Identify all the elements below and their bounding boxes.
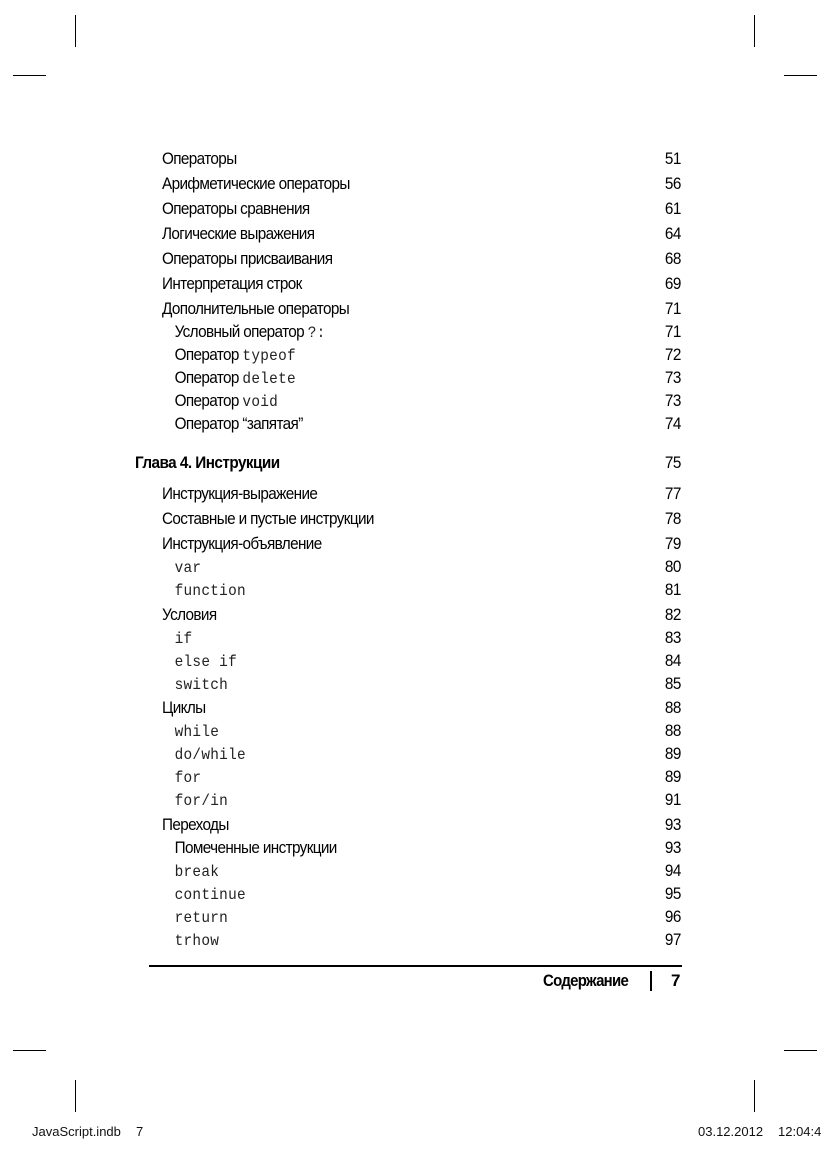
toc-page-number: 69 [664, 274, 681, 293]
toc-entry-title [175, 627, 193, 650]
slug-time: 12:04:4 [778, 1124, 822, 1139]
toc-entry-text: Инструкция-объявление [162, 534, 322, 553]
toc-page-number: 96 [664, 907, 681, 926]
toc-entry-title [175, 673, 228, 696]
page-number: 7 [671, 971, 681, 990]
toc-entry-text: Дополнительные операторы [162, 299, 350, 318]
toc-entry-title [175, 883, 246, 906]
toc-page-number: 97 [664, 930, 681, 949]
toc-entry-title [175, 929, 220, 952]
toc-entry-title [162, 173, 350, 195]
toc-entry-title [175, 579, 246, 602]
toc-entry [0, 413, 748, 435]
toc-entry [0, 148, 748, 170]
toc-entry [0, 508, 748, 530]
toc-page-number: 78 [664, 509, 681, 528]
toc-page-number: 71 [664, 322, 681, 341]
running-footer-label: Содержание [543, 971, 629, 990]
toc-page-number: 81 [664, 580, 681, 599]
toc-entry-text: Арифметические операторы [162, 174, 350, 193]
toc-entry-code: trhow [174, 932, 220, 950]
toc-entry-title [162, 148, 237, 170]
toc-entry-text: Составные и пустые инструкции [162, 509, 374, 528]
toc-entry [0, 273, 748, 295]
toc-entry-code: delete [242, 370, 296, 388]
toc-entry-text: Инструкция-выражение [162, 484, 318, 503]
toc-entry-code: void [242, 393, 279, 411]
footer-rule [149, 965, 682, 967]
toc-entry-code: function [174, 582, 246, 600]
toc-page-number: 79 [664, 534, 681, 553]
toc-page-number: 68 [664, 249, 681, 268]
footer-separator [650, 971, 652, 991]
toc-entry-title [175, 860, 220, 883]
toc-entry-text: Условия [162, 605, 217, 624]
toc-entry-title [175, 720, 220, 743]
toc-page-number: 56 [664, 174, 681, 193]
slug-file: JavaScript.indb [32, 1124, 121, 1139]
toc-page-number: 73 [664, 391, 681, 410]
toc-page-number: 72 [664, 345, 681, 364]
toc-entry [0, 533, 748, 555]
toc-page-number: 83 [664, 628, 681, 647]
toc-entry [0, 673, 748, 695]
toc-entry-title [162, 697, 206, 719]
toc-entry-text: Оператор “запятая” [174, 414, 303, 433]
toc-page-number: 89 [664, 767, 681, 786]
toc-entry-text: Оператор [174, 391, 243, 410]
toc-entry [0, 650, 748, 672]
toc-entry-code: ?: [307, 324, 326, 342]
toc-entry-code: var [174, 559, 202, 577]
toc-entry-title [175, 743, 246, 766]
toc-entry-code: for [174, 769, 202, 787]
toc-entry-code: break [174, 863, 220, 881]
toc-entry-title [162, 223, 314, 245]
toc-page-number: 89 [664, 744, 681, 763]
toc-entry-title [175, 413, 303, 435]
toc-page-number: 93 [664, 838, 681, 857]
toc-entry-text: Помеченные инструкции [174, 838, 337, 857]
toc-entry-text: Оператор [174, 368, 243, 387]
toc-entry-title [162, 483, 317, 505]
toc-page-number: 75 [664, 453, 681, 472]
toc-entry [0, 627, 748, 649]
toc-entry-code: switch [174, 676, 229, 694]
toc-entry [0, 223, 748, 245]
toc-entry-title [175, 837, 337, 859]
toc-entry-text: Условный оператор [174, 322, 308, 341]
toc-entry-text: Интерпретация строк [162, 274, 302, 293]
toc-entry [0, 579, 748, 601]
toc-entry-title [162, 508, 374, 530]
toc-entry-text: Оператор [174, 345, 243, 364]
toc-page-number: 73 [664, 368, 681, 387]
toc-entry-title [175, 556, 202, 579]
toc-page-number: 82 [664, 605, 681, 624]
toc-page-number: 84 [664, 651, 681, 670]
toc-entry [0, 883, 748, 905]
toc-entry [0, 720, 748, 742]
toc-entry [0, 789, 748, 811]
toc-entry-title [162, 198, 310, 220]
toc-page-number: 85 [664, 674, 681, 693]
slug-date: 03.12.2012 [698, 1124, 764, 1139]
chapter-heading [0, 452, 748, 474]
toc-page-number: 94 [664, 861, 681, 880]
toc-entry-code: else if [174, 653, 237, 671]
toc-entry-text: Операторы сравнения [162, 199, 310, 218]
toc-page-number: 95 [664, 884, 681, 903]
toc-entry [0, 248, 748, 270]
toc-page-number: 88 [664, 698, 681, 717]
toc-entry-text: Глава 4. Инструкции [135, 453, 280, 472]
toc-entry [0, 483, 748, 505]
toc-entry [0, 556, 748, 578]
toc-entry-title [135, 452, 280, 474]
toc-entry [0, 367, 748, 389]
toc-page-number: 64 [664, 224, 681, 243]
toc-entry [0, 837, 748, 859]
toc-entry [0, 860, 748, 882]
toc-entry-text: Операторы [162, 149, 237, 168]
toc-entry-title [162, 248, 332, 270]
toc-entry [0, 697, 748, 719]
toc-entry-title [162, 298, 349, 320]
toc-entry-title [175, 367, 296, 390]
toc-entry-title [162, 533, 322, 555]
toc-entry [0, 390, 748, 412]
toc-entry [0, 906, 748, 928]
toc-page-number: 77 [664, 484, 681, 503]
toc-entry-code: do/while [174, 746, 246, 764]
toc-entry-code: continue [174, 886, 246, 904]
toc-entry-text: Переходы [162, 815, 229, 834]
toc-entry-text: Операторы присваивания [162, 249, 333, 268]
toc-page-number: 74 [664, 414, 681, 433]
toc-entry-text: Циклы [162, 698, 206, 717]
toc-page-number: 91 [664, 790, 681, 809]
toc-entry-code: for/in [174, 792, 229, 810]
toc-entry [0, 766, 748, 788]
toc-entry-title [175, 766, 202, 789]
toc-page-number: 71 [664, 299, 681, 318]
toc-entry [0, 198, 748, 220]
toc-entry-title [175, 390, 278, 413]
toc-entry [0, 298, 748, 320]
toc-entry [0, 604, 748, 626]
toc-page-number: 88 [664, 721, 681, 740]
toc-entry-title [175, 321, 326, 344]
toc-entry [0, 929, 748, 951]
toc-entry-code: while [174, 723, 220, 741]
toc-entry-title [175, 906, 228, 929]
toc-entry [0, 344, 748, 366]
toc-page-number: 51 [664, 149, 681, 168]
toc-entry-title [175, 650, 237, 673]
toc-entry [0, 321, 748, 343]
toc-entry-title [162, 604, 217, 626]
toc-entry-code: typeof [242, 347, 296, 365]
toc-page-number: 61 [664, 199, 681, 218]
toc-entry-title [162, 273, 302, 295]
toc-entry-title [162, 814, 229, 836]
toc-entry [0, 743, 748, 765]
toc-entry [0, 173, 748, 195]
slug-file-page: 7 [136, 1124, 144, 1139]
toc-entry [0, 814, 748, 836]
toc-entry-title [175, 344, 296, 367]
toc-page-number: 93 [664, 815, 681, 834]
toc-entry-code: if [174, 630, 193, 648]
toc-entry-title [175, 789, 228, 812]
toc-entry-text: Логические выражения [162, 224, 315, 243]
toc-entry-code: return [174, 909, 229, 927]
toc-page-number: 80 [664, 557, 681, 576]
